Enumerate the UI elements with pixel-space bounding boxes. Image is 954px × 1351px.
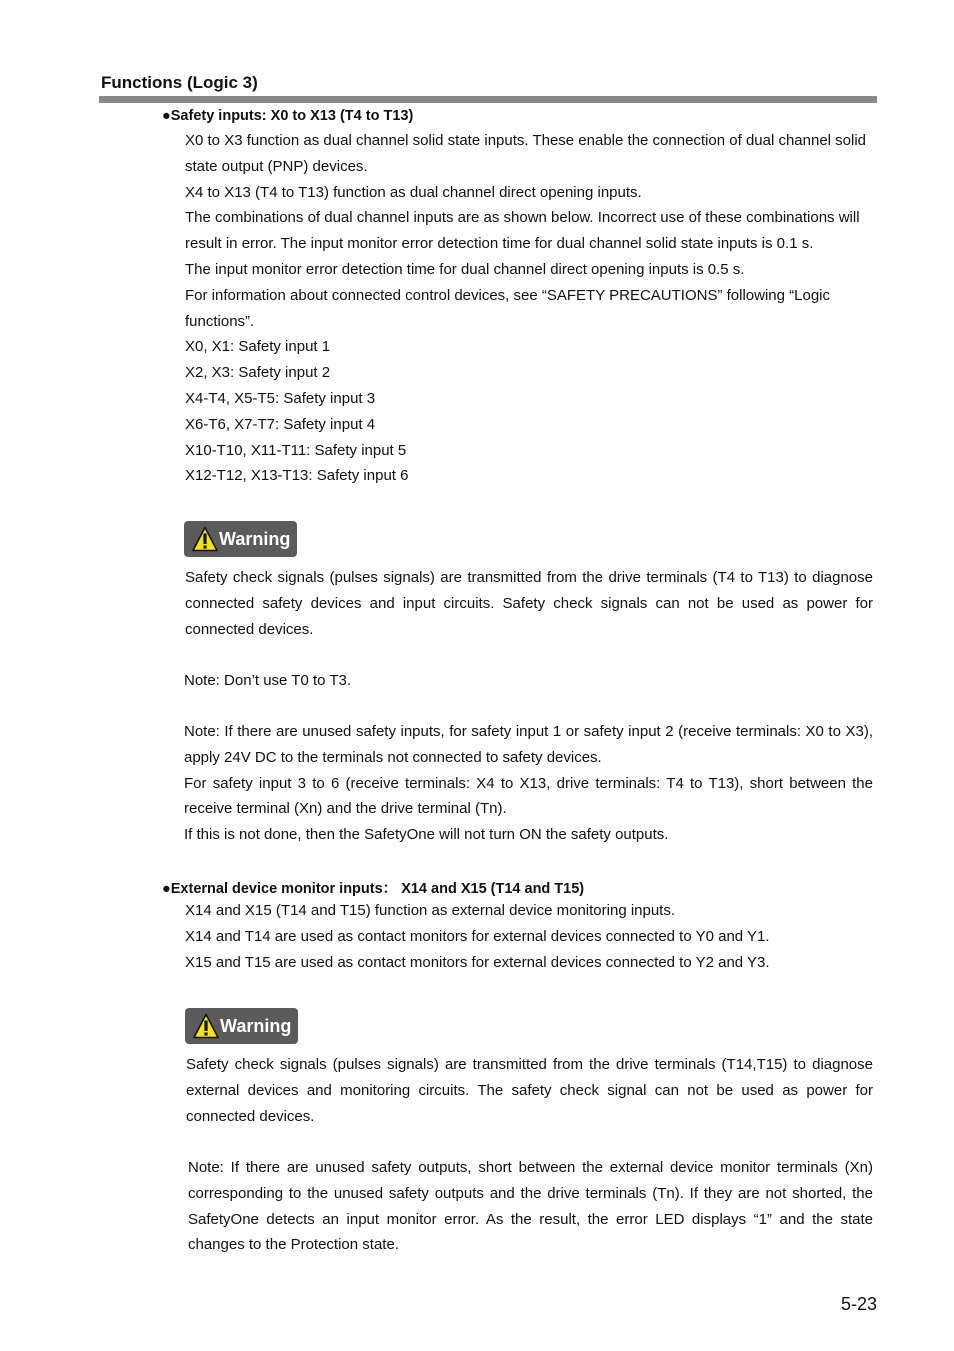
warning-text [186,1052,873,1129]
warning-badge [184,521,297,557]
safety-inputs-heading: ●Safety inputs: X0 to X13 (T4 to T13) [162,108,414,124]
safety-input-mapping: X12-T12, X13-T13: Safety input 6 [185,467,409,485]
note-paragraph: If this is not done, then the SafetyOne will not turn ON the safety outputs. [184,826,669,844]
note-paragraph: For safety input 3 to 6 (receive terminals: X4 to X13, drive terminals: T4 to T13), short between the receive terminal (Xn) and the drive terminal (Tn). [184,774,873,818]
safety-input-mapping: X10-T10, X11-T11: Safety input 5 [185,441,407,459]
warning-paragraph: Safety check signals (pulses signals) are transmitted from the drive terminals (T4 to T13) to diagnose connected safety devices and input circuits. Safety check signals can not be used as power for connected devices. [185,569,873,638]
warning-label: Warning [220,1015,292,1036]
edm-inputs-line: X14 and X15 (T14 and T15) function as external device monitoring inputs. [185,902,676,919]
page-number: 5-23 [841,1294,878,1314]
safety-input-mapping: X0, X1: Safety input 1 [185,338,331,356]
note-unused-safety-inputs [184,719,873,848]
page-title: Functions (Logic 3) [101,73,258,92]
note-paragraph: Note: If there are unused safety inputs, for safety input 1 or safety input 2 (receive terminals: X0 to X3), apply 24V DC to the terminals not connected to safety devices. [184,723,873,766]
edm-inputs-heading: ●External device monitor inputs： X14 and X15 (T14 and T15) [162,881,585,897]
safety-inputs-body [185,128,879,489]
warning-paragraph: Safety check signals (pulses signals) are transmitted from the drive terminals (T14,T15) to diagnose external devices and monitoring circuits. The safety check signal can not be used as power for connected devices. [186,1056,873,1125]
warning-badge [185,1008,298,1044]
safety-inputs-line: X4 to X13 (T4 to T13) function as dual channel direct opening inputs. [185,183,642,201]
warning-label: Warning [219,528,291,549]
safety-inputs-line: X0 to X3 function as dual channel solid state inputs. These enable the connection of dual channel solid state output (PNP) devices. [185,132,867,175]
edm-inputs-line: X14 and T14 are used as contact monitors for external devices connected to Y0 and Y1. [185,927,770,945]
note-paragraph: Note: Don’t use T0 to T3. [184,672,352,689]
edm-inputs-body [185,898,875,975]
note-unused-terminals [184,668,874,694]
safety-inputs-line: The combinations of dual channel inputs are as shown below. Incorrect use of these combinations will result in error. The input monitor error detection time for dual channel solid state inputs is 0.1 s. [185,209,860,253]
note-unused-safety-outputs [188,1155,873,1258]
title-rule [99,96,877,103]
edm-inputs-line: X15 and T15 are used as contact monitors for external devices connected to Y2 and Y3. [185,953,770,971]
safety-inputs-line: For information about connected control devices, see “SAFETY PRECAUTIONS” following “Logic functions”. [185,286,830,330]
warning-text [185,565,873,642]
safety-input-mapping: X4-T4, X5-T5: Safety input 3 [185,389,376,407]
safety-input-mapping: X2, X3: Safety input 2 [185,364,331,382]
warning-triangle-icon [193,1013,219,1039]
safety-input-mapping: X6-T6, X7-T7: Safety input 4 [185,415,376,433]
note-paragraph: Note: If there are unused safety outputs, short between the external device monitor terminals (Xn) corresponding to the unused safety outputs and the drive terminals (Tn). If they are not shorted, the SafetyOne detects an input monitor error. As the result, the error LED displays “1” and the state changes to the Protection state. [188,1159,873,1254]
warning-triangle-icon [192,526,218,552]
safety-inputs-line: The input monitor error detection time for dual channel direct opening inputs is 0.5 s. [185,260,745,278]
